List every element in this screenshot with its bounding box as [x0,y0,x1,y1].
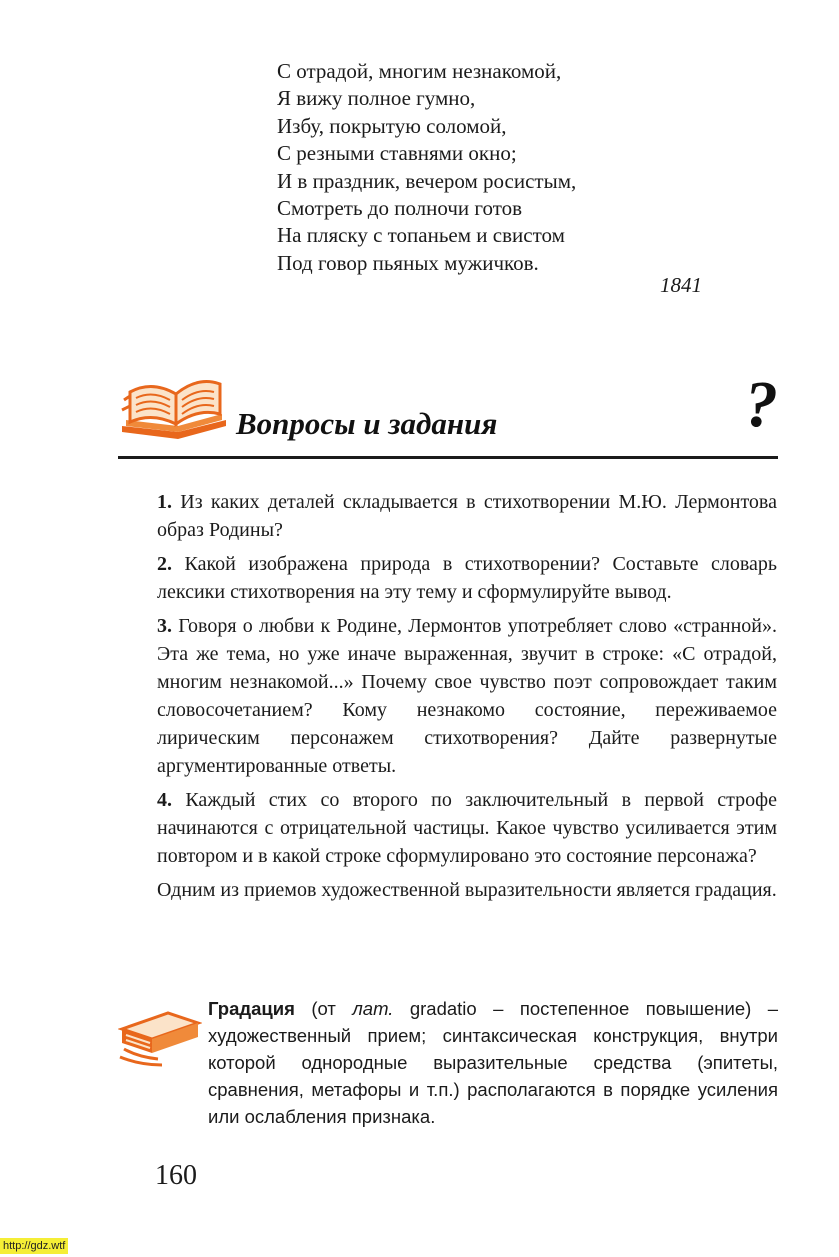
poem-block [277,58,697,277]
definition-term: Градация [208,998,295,1019]
poem-line: С резными ставнями окно; [277,141,517,166]
closed-book-icon [118,1003,202,1067]
question-text: Каждый стих со второго по заключительный в первой строфе начинаются с отрицательной частицы. Какое чувство усиливается этим повтором и в какой строке сформулировано это состояние персонажа? [157,789,778,867]
question-item [157,488,777,544]
question-text: Какой изображена природа в стихотворении? Составьте словарь лексики стихотворения на эту тему и сформулируйте вывод. [157,553,777,603]
definition-box [118,995,780,1145]
page-number: 160 [155,1160,197,1191]
question-number: 2. [157,553,172,575]
definition-text [208,995,778,1130]
question-item [157,550,777,606]
question-text: Говоря о любви к Родине, Лермонтов употребляет слово «странной». Эта же тема, но уже иначе выраженная, звучит в строке: «С отрадой, многим незнакомой...» Почему свое чувство поэт сопровождает таким словосочетанием? Кому незнакомо состояние, переживаемое лирическим персонажем стихотворения? Дайте развернутые аргументированные ответы. [157,615,778,777]
poem-line: Я вижу полное гумно, [277,86,476,111]
poem-line: Смотреть до полночи готов [277,196,523,221]
question-number: 1. [157,491,172,513]
questions-list [157,488,777,910]
poem-line: С отрадой, многим незнакомой, [277,59,562,83]
definition-abbr: лат. [352,998,394,1019]
watermark-link[interactable]: http://gdz.wtf [0,1238,68,1254]
question-number: 4. [157,789,172,811]
question-number: 3. [157,615,172,637]
open-book-icon [118,370,230,440]
question-mark-icon: ? [745,368,778,441]
question-item [157,612,777,780]
section-title: Вопросы и задания [236,406,498,441]
heading-divider [118,456,778,459]
poem-line: На пляску с топаньем и свистом [277,223,565,248]
intro-paragraph: Одним из приемов художественной выразительности является градация. [157,879,777,901]
poem-year: 1841 [660,273,702,297]
definition-prefix: (от [294,998,353,1019]
question-text: Из каких деталей складывается в стихотворении М.Ю. Лермонтова образ Родины? [157,491,777,541]
poem-line: Под говор пьяных мужичков. [277,250,539,275]
question-item [157,786,777,870]
section-heading [118,370,778,462]
definition-body: gradatio – постепенное повышение) – художественный прием; синтаксическая конструкция, внутри которой однородные выразительные средства (эпитеты, сравнения, метафоры и т.п.) располагаются в порядке усиления или ослабления признака. [208,998,779,1127]
poem-line: И в праздник, вечером росистым, [277,168,577,193]
poem-line: Избу, покрытую соломой, [277,113,507,138]
